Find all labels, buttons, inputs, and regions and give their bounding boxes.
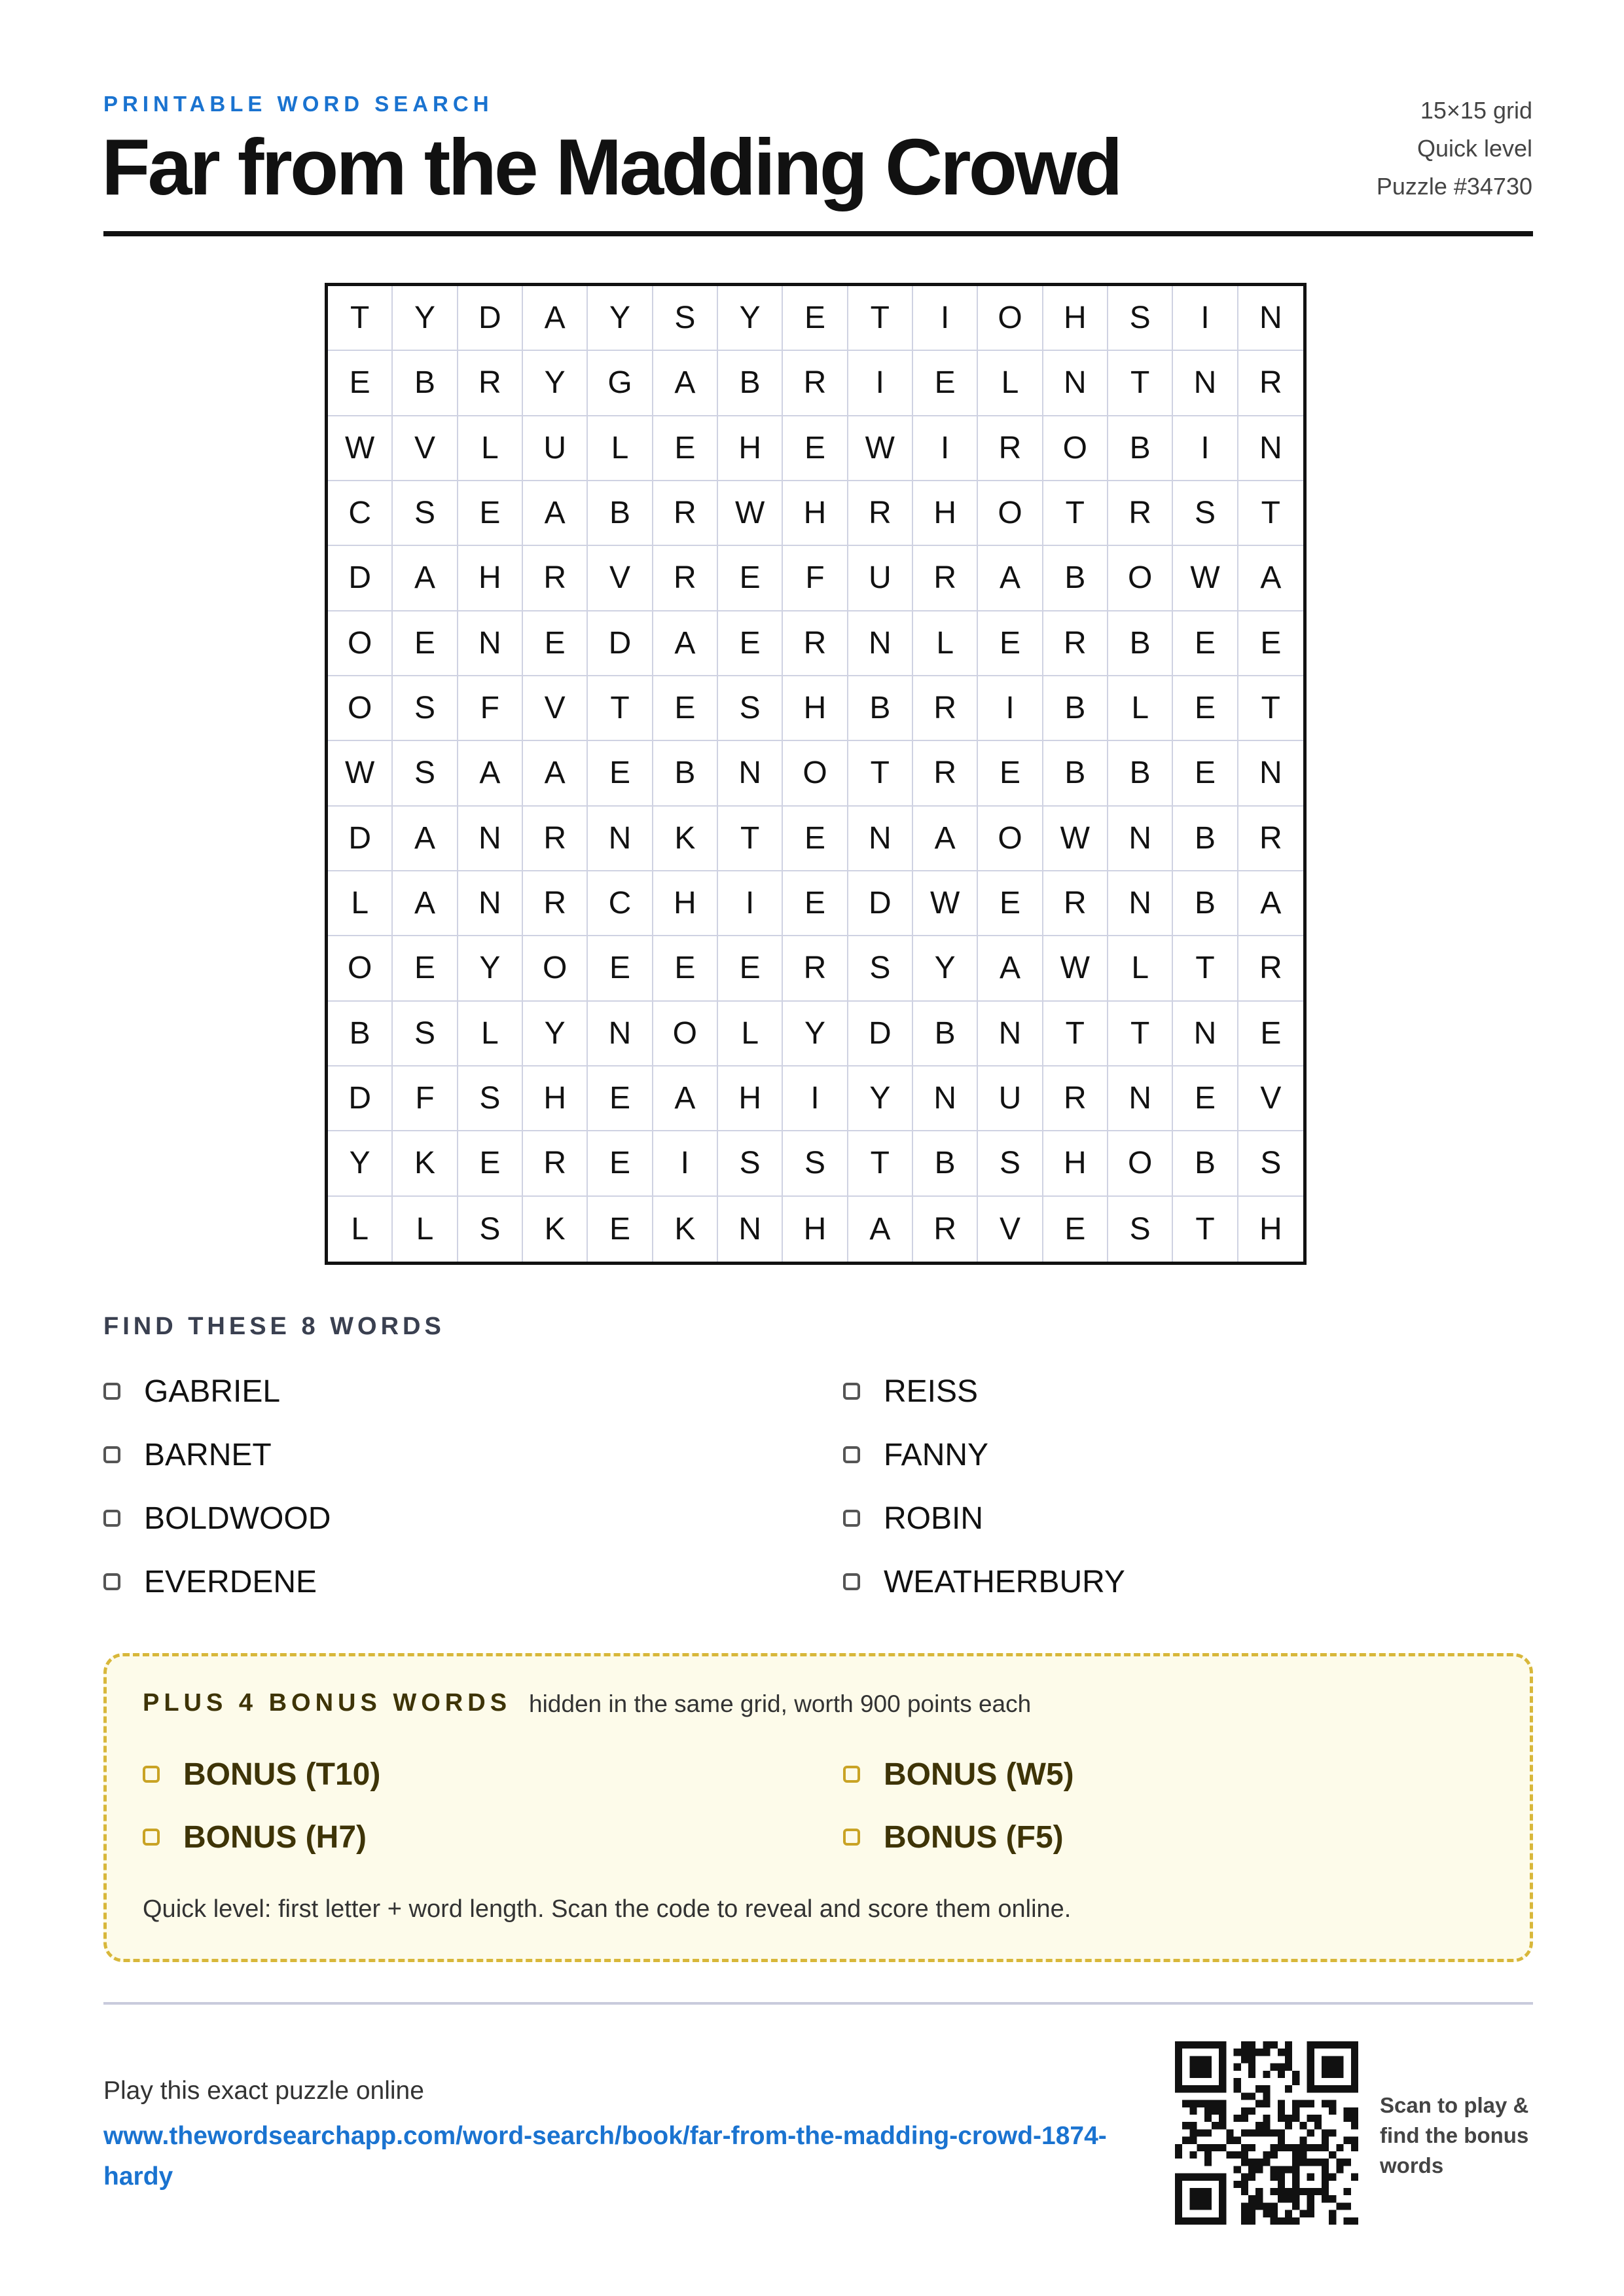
grid-cell[interactable]: O bbox=[328, 936, 393, 1001]
grid-cell[interactable]: U bbox=[978, 1066, 1043, 1131]
grid-cell[interactable]: V bbox=[1238, 1066, 1303, 1131]
grid-cell[interactable]: D bbox=[848, 1002, 913, 1066]
grid-cell[interactable]: Y bbox=[523, 351, 588, 416]
grid-cell[interactable]: N bbox=[718, 741, 783, 806]
grid-cell[interactable]: W bbox=[1173, 546, 1238, 611]
grid-cell[interactable]: B bbox=[718, 351, 783, 416]
grid-cell[interactable]: E bbox=[1238, 1002, 1303, 1066]
grid-cell[interactable]: A bbox=[1238, 546, 1303, 611]
grid-cell[interactable]: A bbox=[523, 286, 588, 351]
grid-cell[interactable]: V bbox=[523, 676, 588, 741]
grid-cell[interactable]: E bbox=[783, 871, 848, 936]
grid-cell[interactable]: T bbox=[588, 676, 653, 741]
word-label: FANNY bbox=[884, 1437, 989, 1472]
grid-cell[interactable]: H bbox=[1043, 1131, 1108, 1196]
word-list bbox=[103, 1372, 1533, 1626]
grid-cell[interactable]: B bbox=[588, 481, 653, 546]
grid-cell[interactable]: E bbox=[588, 741, 653, 806]
grid-cell[interactable]: L bbox=[393, 1197, 458, 1262]
grid-cell[interactable]: S bbox=[978, 1131, 1043, 1196]
grid-cell[interactable]: L bbox=[458, 416, 523, 481]
grid-cell[interactable]: B bbox=[1043, 741, 1108, 806]
grid-cell[interactable]: K bbox=[393, 1131, 458, 1196]
grid-cell[interactable]: A bbox=[978, 546, 1043, 611]
grid-cell[interactable]: B bbox=[1173, 871, 1238, 936]
grid-cell[interactable]: S bbox=[1108, 1197, 1173, 1262]
bonus-label: BONUS (T10) bbox=[183, 1757, 381, 1792]
grid-cell[interactable]: T bbox=[718, 807, 783, 871]
grid-cell[interactable]: R bbox=[1043, 611, 1108, 676]
grid-cell[interactable]: A bbox=[523, 481, 588, 546]
grid-cell[interactable]: T bbox=[848, 741, 913, 806]
puzzle-number-label: Puzzle #34730 bbox=[1376, 173, 1532, 200]
grid-cell[interactable]: S bbox=[1173, 481, 1238, 546]
grid-cell[interactable]: N bbox=[588, 1002, 653, 1066]
grid-cell[interactable]: C bbox=[588, 871, 653, 936]
grid-cell[interactable]: A bbox=[393, 546, 458, 611]
bonus-label: BONUS (W5) bbox=[884, 1757, 1074, 1792]
grid-cell[interactable]: A bbox=[1238, 871, 1303, 936]
grid-cell[interactable]: E bbox=[913, 351, 978, 416]
word-label: EVERDENE bbox=[144, 1564, 317, 1599]
grid-cell[interactable]: W bbox=[328, 416, 393, 481]
grid-cell[interactable]: W bbox=[1043, 807, 1108, 871]
grid-cell[interactable]: Y bbox=[718, 286, 783, 351]
grid-cell[interactable]: Y bbox=[913, 936, 978, 1001]
grid-cell[interactable]: C bbox=[328, 481, 393, 546]
grid-cell[interactable]: S bbox=[458, 1197, 523, 1262]
word-checkbox[interactable] bbox=[843, 1446, 860, 1463]
grid-cell[interactable]: I bbox=[913, 286, 978, 351]
grid-cell[interactable]: R bbox=[978, 416, 1043, 481]
grid-cell[interactable]: T bbox=[1173, 936, 1238, 1001]
grid-cell[interactable]: N bbox=[458, 871, 523, 936]
word-item-gabriel[interactable] bbox=[103, 1372, 843, 1411]
grid-cell[interactable]: H bbox=[1043, 286, 1108, 351]
grid-cell[interactable]: S bbox=[718, 1131, 783, 1196]
grid-cell[interactable]: R bbox=[523, 1131, 588, 1196]
word-checkbox[interactable] bbox=[103, 1573, 120, 1590]
grid-cell[interactable]: E bbox=[588, 1066, 653, 1131]
grid-cell[interactable]: O bbox=[1108, 1131, 1173, 1196]
grid-cell[interactable]: S bbox=[653, 286, 718, 351]
grid-cell[interactable]: S bbox=[1238, 1131, 1303, 1196]
bonus-item-t10[interactable] bbox=[143, 1755, 843, 1794]
grid-cell[interactable]: A bbox=[848, 1197, 913, 1262]
grid-cell[interactable]: B bbox=[1108, 741, 1173, 806]
letter-grid bbox=[325, 283, 1307, 1265]
grid-cell[interactable]: E bbox=[458, 1131, 523, 1196]
grid-cell[interactable]: A bbox=[393, 871, 458, 936]
word-checkbox[interactable] bbox=[843, 1383, 860, 1400]
grid-cell[interactable]: I bbox=[653, 1131, 718, 1196]
grid-cell[interactable]: L bbox=[1108, 936, 1173, 1001]
grid-cell[interactable]: R bbox=[1043, 1066, 1108, 1131]
grid-cell[interactable]: R bbox=[913, 546, 978, 611]
bonus-checkbox[interactable] bbox=[843, 1829, 860, 1846]
grid-cell[interactable]: I bbox=[1173, 286, 1238, 351]
grid-cell[interactable]: E bbox=[328, 351, 393, 416]
word-checkbox[interactable] bbox=[843, 1510, 860, 1527]
grid-cell[interactable]: L bbox=[458, 1002, 523, 1066]
grid-cell[interactable]: I bbox=[848, 351, 913, 416]
grid-cell[interactable]: I bbox=[913, 416, 978, 481]
grid-cell[interactable]: R bbox=[913, 1197, 978, 1262]
grid-cell[interactable]: D bbox=[588, 611, 653, 676]
grid-cell[interactable]: D bbox=[328, 546, 393, 611]
grid-cell[interactable]: I bbox=[978, 676, 1043, 741]
grid-cell[interactable]: R bbox=[523, 871, 588, 936]
word-item-fanny[interactable] bbox=[843, 1435, 1533, 1474]
grid-cell[interactable]: R bbox=[523, 546, 588, 611]
word-label: WEATHERBURY bbox=[884, 1564, 1125, 1599]
bonus-list bbox=[143, 1755, 1491, 1880]
grid-cell[interactable]: H bbox=[783, 1197, 848, 1262]
grid-cell[interactable]: O bbox=[1043, 416, 1108, 481]
bonus-checkbox[interactable] bbox=[143, 1829, 160, 1846]
grid-cell[interactable]: R bbox=[783, 611, 848, 676]
word-item-reiss[interactable] bbox=[843, 1372, 1533, 1411]
bonus-heading: PLUS 4 BONUS WORDS bbox=[143, 1689, 512, 1717]
grid-cell[interactable]: H bbox=[1259, 1211, 1282, 1247]
grid-cell[interactable]: S bbox=[848, 936, 913, 1001]
grid-cell[interactable]: O bbox=[978, 286, 1043, 351]
grid-cell[interactable]: R bbox=[1238, 936, 1303, 1001]
grid-cell[interactable]: D bbox=[848, 871, 913, 936]
grid-cell[interactable]: L bbox=[328, 1197, 393, 1262]
grid-cell[interactable]: E bbox=[458, 481, 523, 546]
bonus-subheading: hidden in the same grid, worth 900 points each bbox=[529, 1690, 1032, 1717]
grid-cell[interactable]: D bbox=[328, 1066, 393, 1131]
grid-cell[interactable]: N bbox=[1043, 351, 1108, 416]
grid-cell[interactable]: D bbox=[458, 286, 523, 351]
grid-cell[interactable]: E bbox=[653, 936, 718, 1001]
eyebrow-label: PRINTABLE WORD SEARCH bbox=[103, 92, 494, 116]
grid-cell[interactable]: R bbox=[783, 936, 848, 1001]
grid-cell[interactable]: T bbox=[848, 1131, 913, 1196]
grid-cell[interactable]: O bbox=[783, 741, 848, 806]
grid-cell[interactable]: E bbox=[1043, 1197, 1108, 1262]
grid-cell[interactable]: N bbox=[1108, 807, 1173, 871]
grid-cell[interactable]: R bbox=[1043, 871, 1108, 936]
grid-cell[interactable]: B bbox=[393, 351, 458, 416]
grid-cell[interactable]: T bbox=[1108, 351, 1173, 416]
grid-cell[interactable]: R bbox=[913, 741, 978, 806]
grid-cell[interactable]: R bbox=[653, 546, 718, 611]
grid-cell[interactable]: N bbox=[1238, 741, 1303, 806]
word-label: BARNET bbox=[144, 1437, 272, 1472]
grid-cell[interactable]: B bbox=[1043, 676, 1108, 741]
grid-cell[interactable]: R bbox=[1238, 351, 1303, 416]
grid-cell[interactable]: U bbox=[523, 416, 588, 481]
grid-cell[interactable]: E bbox=[588, 936, 653, 1001]
grid-cell[interactable]: K bbox=[523, 1197, 588, 1262]
word-label: REISS bbox=[884, 1374, 979, 1409]
grid-cell[interactable]: T bbox=[1173, 1197, 1238, 1262]
grid-cell[interactable]: I bbox=[1173, 416, 1238, 481]
grid-cell[interactable]: R bbox=[1238, 807, 1303, 871]
grid-cell[interactable]: T bbox=[848, 286, 913, 351]
grid-cell[interactable]: R bbox=[1108, 481, 1173, 546]
bonus-checkbox[interactable] bbox=[143, 1766, 160, 1783]
puzzle-meta bbox=[1377, 92, 1532, 206]
grid-cell[interactable]: E bbox=[1173, 611, 1238, 676]
grid-cell[interactable]: F bbox=[458, 676, 523, 741]
grid-cell[interactable]: O bbox=[523, 936, 588, 1001]
bonus-label: BONUS (F5) bbox=[884, 1819, 1064, 1855]
grid-cell[interactable]: B bbox=[913, 1002, 978, 1066]
grid-cell[interactable]: T bbox=[1108, 1002, 1173, 1066]
grid-cell[interactable]: O bbox=[978, 481, 1043, 546]
grid-cell[interactable]: T bbox=[328, 286, 393, 351]
grid-cell[interactable]: N bbox=[1173, 1002, 1238, 1066]
qr-code-icon[interactable] bbox=[1175, 2041, 1358, 2225]
grid-cell[interactable]: N bbox=[1238, 286, 1303, 351]
grid-cell[interactable]: H bbox=[783, 676, 848, 741]
grid-cell[interactable]: B bbox=[328, 1002, 393, 1066]
grid-cell[interactable]: E bbox=[783, 416, 848, 481]
grid-cell[interactable]: S bbox=[393, 1002, 458, 1066]
grid-cell[interactable]: N bbox=[913, 1066, 978, 1131]
word-item-boldwood[interactable] bbox=[103, 1499, 843, 1538]
word-item-barnet[interactable] bbox=[103, 1435, 843, 1474]
grid-cell[interactable]: N bbox=[848, 611, 913, 676]
grid-cell[interactable]: S bbox=[393, 676, 458, 741]
grid-cell[interactable]: Y bbox=[328, 1131, 393, 1196]
grid-cell[interactable]: F bbox=[783, 546, 848, 611]
grid-cell[interactable]: E bbox=[718, 546, 783, 611]
grid-size-label: 15×15 grid bbox=[1420, 97, 1532, 124]
grid-cell[interactable]: S bbox=[393, 481, 458, 546]
grid-cell[interactable]: Y bbox=[523, 1002, 588, 1066]
grid-cell[interactable]: T bbox=[1238, 676, 1303, 741]
grid-cell[interactable]: R bbox=[458, 351, 523, 416]
grid-cell[interactable]: R bbox=[848, 481, 913, 546]
grid-cell[interactable]: E bbox=[978, 611, 1043, 676]
grid-cell[interactable]: W bbox=[328, 741, 393, 806]
grid-cell[interactable]: E bbox=[588, 1131, 653, 1196]
grid-cell[interactable]: E bbox=[523, 611, 588, 676]
grid-cell[interactable]: W bbox=[913, 871, 978, 936]
word-item-weatherbury[interactable] bbox=[843, 1562, 1533, 1601]
word-list-heading: FIND THESE 8 WORDS bbox=[103, 1313, 445, 1340]
grid-cell[interactable]: E bbox=[653, 676, 718, 741]
word-label: ROBIN bbox=[884, 1501, 984, 1536]
grid-cell[interactable]: O bbox=[328, 676, 393, 741]
grid-cell[interactable]: V bbox=[393, 416, 458, 481]
header-divider bbox=[103, 231, 1533, 236]
word-label: BOLDWOOD bbox=[144, 1501, 331, 1536]
bonus-note: Quick level: first letter + word length. Scan the code to reveal and score them online. bbox=[143, 1895, 1072, 1923]
grid-cell[interactable]: W bbox=[718, 481, 783, 546]
grid-cell[interactable]: E bbox=[783, 807, 848, 871]
grid-cell[interactable]: E bbox=[783, 286, 848, 351]
grid-cell[interactable]: L bbox=[718, 1002, 783, 1066]
grid-cell[interactable]: V bbox=[588, 546, 653, 611]
page-title: Far from the Madding Crowd bbox=[101, 122, 1121, 211]
grid-cell[interactable]: A bbox=[653, 611, 718, 676]
bonus-item-f5[interactable] bbox=[843, 1817, 1491, 1857]
grid-cell[interactable]: E bbox=[1173, 676, 1238, 741]
grid-cell[interactable]: Y bbox=[588, 286, 653, 351]
grid-cell[interactable]: A bbox=[978, 936, 1043, 1001]
word-checkbox[interactable] bbox=[103, 1446, 120, 1463]
grid-cell[interactable]: A bbox=[458, 741, 523, 806]
grid-cell[interactable]: K bbox=[653, 807, 718, 871]
grid-cell[interactable]: N bbox=[588, 807, 653, 871]
grid-cell[interactable]: B bbox=[1173, 1131, 1238, 1196]
grid-cell[interactable]: N bbox=[1108, 871, 1173, 936]
grid-cell[interactable]: I bbox=[783, 1066, 848, 1131]
grid-cell[interactable]: A bbox=[393, 807, 458, 871]
bonus-item-w5[interactable] bbox=[843, 1755, 1491, 1794]
grid-cell[interactable]: B bbox=[1108, 611, 1173, 676]
grid-cell[interactable]: E bbox=[588, 1197, 653, 1262]
grid-cell[interactable]: T bbox=[1238, 481, 1303, 546]
grid-cell[interactable]: E bbox=[1238, 611, 1303, 676]
word-item-everdene[interactable] bbox=[103, 1562, 843, 1601]
grid-cell[interactable]: S bbox=[718, 676, 783, 741]
grid-cell[interactable]: N bbox=[978, 1002, 1043, 1066]
grid-cell[interactable]: S bbox=[783, 1131, 848, 1196]
grid-cell[interactable]: T bbox=[1043, 481, 1108, 546]
grid-cell[interactable]: B bbox=[1173, 807, 1238, 871]
footer-divider bbox=[103, 2002, 1533, 2005]
grid-cell[interactable]: H bbox=[783, 481, 848, 546]
grid-cell[interactable]: H bbox=[523, 1066, 588, 1131]
grid-cell[interactable]: W bbox=[848, 416, 913, 481]
grid-cell[interactable]: E bbox=[393, 936, 458, 1001]
grid-cell[interactable]: E bbox=[1173, 1066, 1238, 1131]
grid-cell[interactable]: N bbox=[1108, 1066, 1173, 1131]
grid-cell[interactable]: H bbox=[718, 416, 783, 481]
grid-cell[interactable]: O bbox=[328, 611, 393, 676]
grid-cell[interactable]: Y bbox=[393, 286, 458, 351]
grid-cell[interactable]: Y bbox=[848, 1066, 913, 1131]
word-item-robin[interactable] bbox=[843, 1499, 1533, 1538]
grid-cell[interactable]: H bbox=[718, 1066, 783, 1131]
grid-cell[interactable]: B bbox=[1108, 416, 1173, 481]
play-online-label: Play this exact puzzle online bbox=[103, 2077, 424, 2105]
grid-cell[interactable]: L bbox=[588, 416, 653, 481]
grid-cell[interactable]: F bbox=[393, 1066, 458, 1131]
word-checkbox[interactable] bbox=[103, 1510, 120, 1527]
word-checkbox[interactable] bbox=[843, 1573, 860, 1590]
grid-cell[interactable]: W bbox=[1043, 936, 1108, 1001]
grid-cell[interactable]: B bbox=[848, 676, 913, 741]
word-label: GABRIEL bbox=[144, 1374, 281, 1409]
scan-label: Scan to play & find the bonus words bbox=[1380, 2093, 1529, 2178]
grid-cell[interactable]: A bbox=[523, 741, 588, 806]
grid-cell[interactable]: N bbox=[1173, 351, 1238, 416]
bonus-label: BONUS (H7) bbox=[183, 1819, 367, 1855]
grid-cell[interactable]: B bbox=[913, 1131, 978, 1196]
grid-cell[interactable]: I bbox=[718, 871, 783, 936]
grid-cell[interactable]: N bbox=[1238, 416, 1303, 481]
grid-cell[interactable]: A bbox=[913, 807, 978, 871]
bonus-checkbox[interactable] bbox=[843, 1766, 860, 1783]
grid-cell[interactable]: S bbox=[458, 1066, 523, 1131]
bonus-item-h7[interactable] bbox=[143, 1817, 843, 1857]
grid-cell[interactable]: L bbox=[328, 871, 393, 936]
grid-cell[interactable]: O bbox=[1108, 546, 1173, 611]
grid-cell[interactable]: R bbox=[653, 481, 718, 546]
grid-cell[interactable]: E bbox=[1173, 741, 1238, 806]
grid-cell[interactable]: R bbox=[783, 351, 848, 416]
grid-cell[interactable]: G bbox=[588, 351, 653, 416]
grid-cell[interactable]: D bbox=[328, 807, 393, 871]
level-label: Quick level bbox=[1416, 135, 1532, 162]
grid-cell[interactable]: L bbox=[978, 351, 1043, 416]
grid-cell[interactable]: E bbox=[718, 611, 783, 676]
grid-cell[interactable]: H bbox=[913, 481, 978, 546]
grid-cell[interactable]: N bbox=[718, 1197, 783, 1262]
grid-cell[interactable]: E bbox=[978, 871, 1043, 936]
grid-cell[interactable]: L bbox=[1108, 676, 1173, 741]
grid-cell[interactable]: B bbox=[653, 741, 718, 806]
grid-cell[interactable]: A bbox=[653, 1066, 718, 1131]
grid-cell[interactable]: N bbox=[458, 807, 523, 871]
grid-cell[interactable]: H bbox=[653, 871, 718, 936]
grid-cell[interactable]: Y bbox=[458, 936, 523, 1001]
grid-cell[interactable]: V bbox=[978, 1197, 1043, 1262]
grid-cell[interactable]: R bbox=[913, 676, 978, 741]
grid-cell[interactable]: E bbox=[978, 741, 1043, 806]
grid-cell[interactable]: U bbox=[848, 546, 913, 611]
grid-cell[interactable]: H bbox=[458, 546, 523, 611]
grid-cell[interactable]: N bbox=[458, 611, 523, 676]
word-checkbox[interactable] bbox=[103, 1383, 120, 1400]
grid-cell[interactable]: B bbox=[1043, 546, 1108, 611]
grid-cell[interactable]: T bbox=[1043, 1002, 1108, 1066]
grid-cell[interactable]: N bbox=[848, 807, 913, 871]
grid-cell[interactable]: O bbox=[653, 1002, 718, 1066]
grid-cell[interactable]: R bbox=[523, 807, 588, 871]
grid-cell[interactable]: E bbox=[393, 611, 458, 676]
grid-cell[interactable]: E bbox=[653, 416, 718, 481]
play-online-link[interactable]: www.thewordsearchapp.com/word-search/book/far-from-the-madding-crowd-1874-hardy bbox=[103, 2122, 1107, 2191]
grid-cell[interactable]: K bbox=[653, 1197, 718, 1262]
grid-cell[interactable]: Y bbox=[783, 1002, 848, 1066]
grid-cell[interactable]: L bbox=[913, 611, 978, 676]
grid-cell[interactable]: O bbox=[978, 807, 1043, 871]
grid-cell[interactable]: S bbox=[393, 741, 458, 806]
grid-cell[interactable]: E bbox=[718, 936, 783, 1001]
grid-cell[interactable]: A bbox=[653, 351, 718, 416]
grid-cell[interactable]: S bbox=[1108, 286, 1173, 351]
